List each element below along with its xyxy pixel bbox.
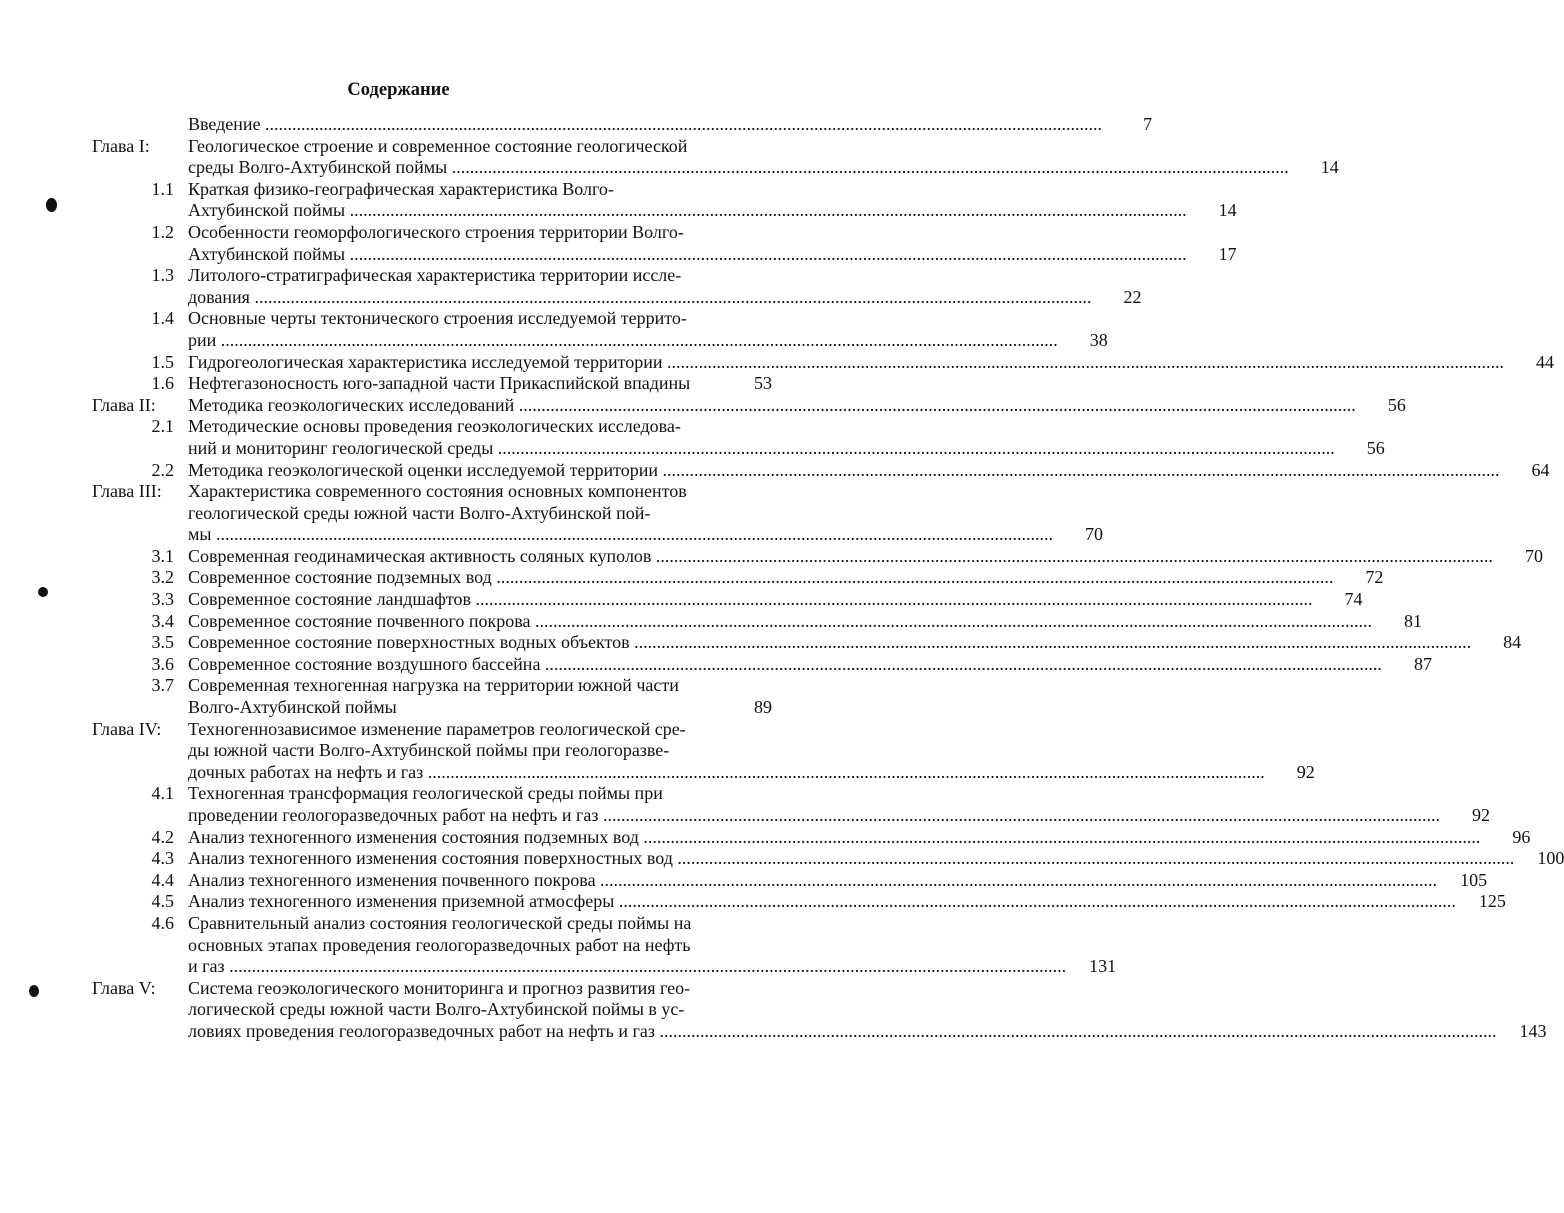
toc-entry-line: Система геоэкологического мониторинга и прогноз развития гео-	[188, 977, 691, 998]
toc-entry-number: 1.1	[151, 178, 174, 199]
toc-page-number: 81	[1404, 610, 1423, 631]
toc-page-number: 17	[1218, 243, 1237, 264]
toc-page-number: 72	[1365, 567, 1384, 588]
toc-section-entry[interactable]	[92, 653, 1432, 676]
toc-page-number: 96	[1512, 826, 1531, 847]
toc-page-number: 14	[1320, 157, 1339, 178]
toc-page-number: 70	[1524, 545, 1543, 566]
toc-entry-number: 3.6	[151, 653, 174, 674]
toc-section-entry[interactable]	[92, 891, 1506, 913]
toc-entry-line: Анализ техногенного изменения почвенного покрова ..........................................................................................................................................................................................	[188, 869, 1438, 890]
toc-section-entry[interactable]	[92, 545, 1543, 568]
toc-entry-title	[188, 611, 1372, 633]
toc-entry-line: ний и мониторинг геологической среды ..........................................................................................................................................................................................	[188, 437, 1335, 458]
toc-entry-number: 3.1	[151, 545, 174, 566]
toc-entry-number: Глава II:	[92, 394, 156, 415]
scan-speck	[38, 587, 48, 597]
toc-section-entry[interactable]	[92, 610, 1423, 633]
toc-entry-title	[188, 481, 1053, 546]
toc-section-entry[interactable]	[92, 308, 1108, 351]
toc-entry-title	[188, 416, 1335, 459]
toc-entry-number: 4.4	[151, 869, 174, 890]
toc-entry-title	[188, 179, 1187, 222]
toc-entry-line: Современное состояние ландшафтов ..........................................................................................................................................................................................	[188, 589, 1313, 610]
toc-page-number: 89	[754, 697, 772, 718]
toc-entry-title	[188, 395, 1356, 417]
toc-chapter-entry[interactable]	[92, 114, 1153, 136]
toc-entry-line: Сравнительный анализ состояния геологической среды поймы на	[188, 912, 692, 933]
toc-entry-title	[188, 460, 1500, 482]
toc-entry-line: дочных работах на нефть и газ ..........................................................................................................................................................................................	[188, 761, 1265, 782]
toc-entry-title	[188, 136, 1289, 179]
toc-entry-title	[188, 870, 1437, 892]
toc-entry-number: 4.1	[151, 783, 174, 804]
toc-entry-number: 3.4	[151, 610, 174, 631]
toc-entry-title	[188, 265, 1091, 308]
toc-page-number: 100	[1537, 848, 1564, 869]
toc-entry-title	[188, 352, 1504, 374]
toc-entry-title	[188, 373, 722, 395]
toc-entry-line: ловиях проведения геологоразведочных работ на нефть и газ ..........................................................................................................................................................................................	[188, 1020, 1497, 1041]
toc-section-entry[interactable]	[92, 416, 1385, 459]
toc-entry-number: 1.3	[151, 265, 174, 286]
toc-entry-line: Техногенная трансформация геологической среды поймы при	[188, 783, 663, 804]
toc-entry-line: Геологическое строение и современное состояние геологической	[188, 135, 688, 156]
toc-section-entry[interactable]	[92, 221, 1237, 265]
toc-section-entry[interactable]	[92, 178, 1237, 222]
toc-entry-title	[188, 827, 1480, 849]
toc-entry-number: Глава V:	[92, 977, 156, 998]
toc-entry-line: Современная геодинамическая активность соляных куполов ..........................................................................................................................................................................................	[188, 545, 1493, 566]
toc-entry-title	[188, 783, 1440, 826]
toc-page-number: 38	[1089, 329, 1108, 350]
toc-entry-line: Ахтубинской поймы ..........................................................................................................................................................................................	[188, 243, 1187, 264]
toc-section-entry[interactable]	[92, 783, 1490, 826]
toc-entry-number: 4.6	[151, 912, 174, 933]
toc-section-entry[interactable]	[92, 675, 772, 718]
toc-entry-title	[188, 222, 1187, 265]
toc-page-number: 56	[1387, 394, 1406, 415]
toc-chapter-entry[interactable]	[92, 394, 1406, 417]
toc-entry-number: Глава I:	[92, 135, 150, 156]
toc-entry-line: Анализ техногенного изменения приземной атмосферы ..........................................................................................................................................................................................	[188, 891, 1456, 912]
toc-page-number: 64	[1531, 459, 1550, 480]
toc-entry-line: Ахтубинской поймы ..........................................................................................................................................................................................	[188, 200, 1187, 221]
toc-section-entry[interactable]	[92, 869, 1488, 892]
toc-entry-title	[188, 567, 1333, 589]
toc-page-number: 14	[1218, 200, 1237, 221]
toc-entry-number: 4.3	[151, 848, 174, 869]
toc-entry-number: 3.2	[151, 567, 174, 588]
toc-entry-line: Методические основы проведения геоэкологических исследова-	[188, 416, 681, 437]
toc-entry-line: среды Волго-Ахтубинской поймы ..........................................................................................................................................................................................	[188, 157, 1289, 178]
toc-page-number: 143	[1519, 1020, 1547, 1041]
toc-page-number: 92	[1296, 761, 1315, 782]
toc-page-number: 70	[1084, 524, 1103, 545]
toc-entry-line: Современное состояние подземных вод ..........................................................................................................................................................................................	[188, 567, 1334, 588]
toc-page-number: 92	[1471, 805, 1490, 825]
toc-entry-number: 1.2	[151, 221, 174, 242]
toc-entry-line: Современная техногенная нагрузка на территории южной части	[188, 675, 679, 696]
toc-entry-line: мы ..........................................................................................................................................................................................	[188, 524, 1053, 545]
toc-page-number: 87	[1413, 653, 1432, 674]
toc-section-entry[interactable]	[92, 459, 1550, 482]
toc-section-entry[interactable]	[92, 351, 1554, 374]
toc-section-entry[interactable]	[92, 848, 1564, 870]
toc-entry-line: геологической среды южной части Волго-Ахтубинской пой-	[188, 502, 651, 523]
toc-entry-title	[188, 719, 1265, 784]
toc-page-number: 131	[1089, 956, 1117, 977]
toc-entry-line: Основные черты тектонического строения исследуемой террито-	[188, 308, 687, 329]
toc-section-entry[interactable]	[92, 567, 1384, 589]
toc-entry-number: 4.2	[151, 826, 174, 847]
toc-entry-line: Современное состояние воздушного бассейна ..........................................................................................................................................................................................	[188, 653, 1382, 674]
toc-entry-title	[188, 848, 1514, 870]
toc-chapter-entry[interactable]	[92, 977, 1547, 1043]
toc-entry-line: Современное состояние поверхностных водных объектов ..........................................................................................................................................................................................	[188, 632, 1472, 653]
toc-entry-line: и газ ..........................................................................................................................................................................................	[188, 956, 1067, 977]
toc-section-entry[interactable]	[92, 589, 1363, 611]
toc-entry-title	[188, 913, 1066, 978]
toc-section-entry[interactable]	[92, 265, 1142, 308]
toc-section-entry[interactable]	[92, 826, 1531, 849]
toc-entry-title	[188, 546, 1493, 568]
toc-entry-title	[188, 308, 1058, 351]
toc-page-number: 105	[1460, 869, 1488, 890]
toc-page-number: 53	[754, 373, 772, 394]
toc-page-number: 125	[1478, 891, 1506, 912]
toc-entry-line: основных этапах проведения геологоразведочных работ на нефть	[188, 934, 691, 955]
toc-entry-line: проведении геологоразведочных работ на нефть и газ ..........................................................................................................................................................................................	[188, 805, 1440, 825]
toc-page-number: 22	[1123, 286, 1142, 307]
toc-entry-line: ды южной части Волго-Ахтубинской поймы при геологоразве-	[188, 740, 670, 761]
toc-entry-number: Глава III:	[92, 481, 162, 502]
toc-entry-line: Краткая физико-географическая характеристика Волго-	[188, 178, 614, 199]
toc-entry-number: 1.5	[151, 351, 174, 372]
toc-entry-title	[188, 654, 1382, 676]
toc-section-entry[interactable]	[92, 632, 1522, 654]
toc-section-entry[interactable]	[92, 373, 772, 395]
toc-page-number: 44	[1535, 351, 1554, 372]
toc-chapter-entry[interactable]	[92, 135, 1339, 179]
toc-entry-line: Особенности геоморфологического строения территории Волго-	[188, 221, 684, 242]
toc-page-number: 84	[1503, 632, 1522, 653]
toc-entry-number: 3.3	[151, 589, 174, 610]
toc-section-entry[interactable]	[92, 912, 1117, 978]
toc-entry-line: Волго-Ахтубинской поймы	[188, 697, 397, 718]
toc-entry-number: 1.4	[151, 308, 174, 329]
toc-entry-title	[188, 675, 722, 718]
toc-entry-title	[188, 632, 1471, 654]
toc-entry-number: 1.6	[151, 373, 174, 394]
toc-entry-line: Характеристика современного состояния основных компонентов	[188, 481, 687, 502]
toc-entry-line: Нефтегазоносность юго-западной части Прикаспийской впадины	[188, 373, 691, 394]
toc-entry-line: Введение ..........................................................................................................................................................................................	[188, 114, 1103, 134]
toc-page-number: 7	[1143, 114, 1153, 134]
table-of-contents	[92, 114, 1564, 1043]
toc-entry-line: Техногеннозависимое изменение параметров геологической сре-	[188, 718, 686, 739]
toc-entry-line: Современное состояние почвенного покрова ..........................................................................................................................................................................................	[188, 610, 1373, 631]
toc-entry-line: Гидрогеологическая характеристика исследуемой территории ..........................................................................................................................................................................................	[188, 351, 1504, 372]
toc-entry-line: Литолого-стратиграфическая характеристика территории иссле-	[188, 265, 682, 286]
toc-entry-line: Методика геоэкологической оценки исследуемой территории ..........................................................................................................................................................................................	[188, 459, 1500, 480]
toc-chapter-entry[interactable]	[92, 718, 1315, 784]
toc-chapter-entry[interactable]	[92, 481, 1103, 546]
scan-speck	[46, 198, 57, 212]
toc-entry-number: 4.5	[151, 891, 174, 912]
toc-entry-title	[188, 891, 1456, 913]
toc-entry-number: 3.7	[151, 675, 174, 696]
toc-entry-number: 2.2	[151, 459, 174, 480]
scan-speck	[29, 985, 39, 997]
toc-entry-title	[188, 589, 1313, 611]
toc-page-number: 74	[1344, 589, 1363, 610]
toc-entry-line: Методика геоэкологических исследований ..........................................................................................................................................................................................	[188, 394, 1356, 415]
toc-entry-number: 2.1	[151, 416, 174, 437]
page-title: Содержание	[347, 80, 450, 100]
toc-entry-line: Анализ техногенного изменения состояния поверхностных вод ..........................................................................................................................................................................................	[188, 848, 1515, 869]
toc-entry-line: Анализ техногенного изменения состояния подземных вод ..........................................................................................................................................................................................	[188, 826, 1481, 847]
toc-entry-number: 3.5	[151, 632, 174, 653]
toc-entry-line: логической среды южной части Волго-Ахтубинской поймы в ус-	[188, 999, 685, 1020]
toc-entry-line: рии ..........................................................................................................................................................................................	[188, 329, 1058, 350]
toc-entry-title	[188, 978, 1497, 1043]
toc-entry-title	[188, 114, 1102, 136]
toc-page-number: 56	[1366, 437, 1385, 458]
toc-entry-line: дования ..........................................................................................................................................................................................	[188, 286, 1092, 307]
toc-entry-number: Глава IV:	[92, 718, 162, 739]
